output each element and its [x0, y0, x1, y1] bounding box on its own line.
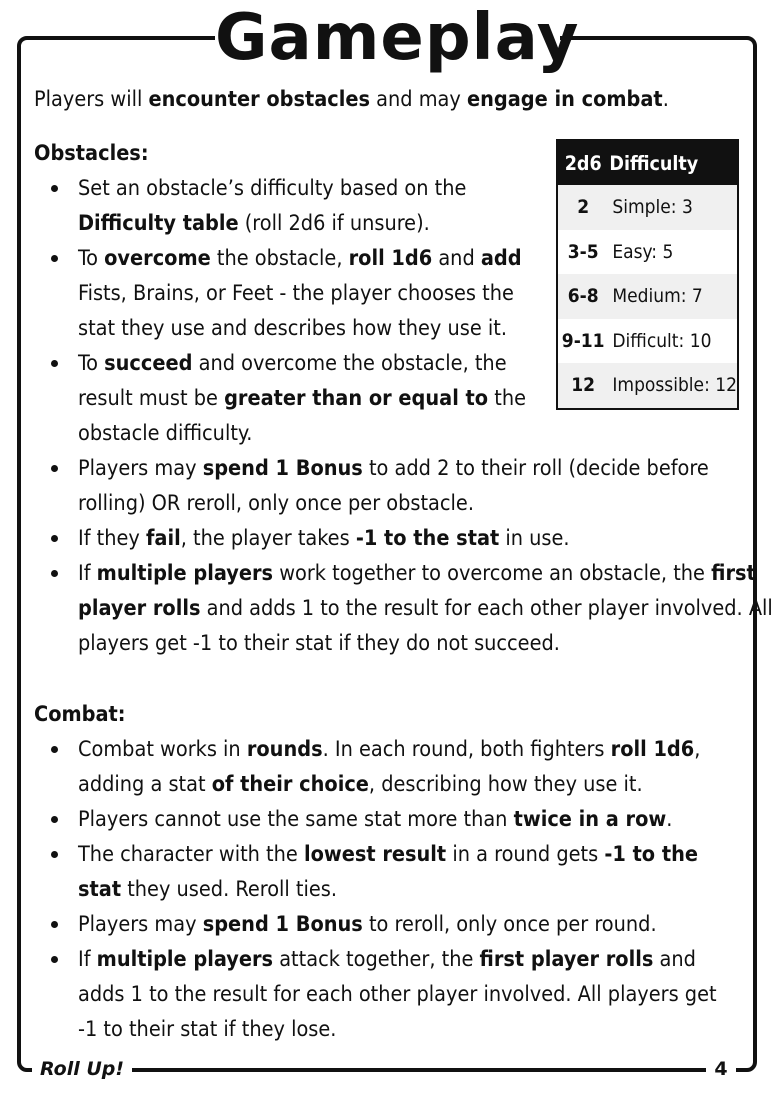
table-row — [557, 319, 738, 364]
combat-heading: Combat: — [34, 702, 126, 727]
table-cell-roll: 2 — [557, 185, 608, 230]
table-cell-roll: 12 — [557, 363, 608, 409]
table-cell-roll: 6-8 — [557, 274, 608, 319]
table-cell-difficulty: Difficult: 10 — [612, 329, 712, 352]
table-row — [557, 274, 738, 319]
table-header-difficulty: Difficulty — [608, 140, 738, 185]
table-cell-difficulty: Easy: 5 — [612, 240, 674, 263]
page-number: 4 — [706, 1058, 736, 1080]
list-item: To succeed and overcome the obstacle, the result must be greater than or equal to the obstacle difficulty. — [34, 346, 549, 451]
table-header-row — [557, 140, 738, 185]
table-cell-roll: 9-11 — [561, 329, 605, 352]
list-item: If multiple players attack together, the first player rolls and adds 1 to the result for each other player involved. All players get -1 to their stat if they lose. — [34, 942, 732, 1047]
list-item: Players may spend 1 Bonus to add 2 to their roll (decide before rolling) OR reroll, only once per obstacle. — [34, 451, 775, 521]
list-item: If multiple players work together to overcome an obstacle, the first player rolls and adds 1 to the result for each other player involved. All players get -1 to their stat if they do not succeed. — [34, 556, 775, 661]
table-row — [557, 230, 738, 275]
difficulty-table — [556, 139, 739, 410]
combat-list — [34, 732, 732, 1047]
intro-text: Players will encounter obstacles and may engage in combat. — [34, 87, 669, 112]
list-item: Combat works in rounds. In each round, both fighters roll 1d6, adding a stat of their choice, describing how they use it. — [34, 732, 732, 802]
table-row — [557, 185, 738, 230]
list-item: Players may spend 1 Bonus to reroll, only once per round. — [34, 907, 732, 942]
table-cell-difficulty: Impossible: 12 — [608, 363, 738, 409]
table-cell-difficulty: Simple: 3 — [608, 185, 738, 230]
list-item: Players cannot use the same stat more than twice in a row. — [34, 802, 732, 837]
list-item: If they fail, the player takes -1 to the stat in use. — [34, 521, 775, 556]
table-cell-difficulty: Medium: 7 — [608, 274, 738, 319]
list-item: Set an obstacle’s difficulty based on the Difficulty table (roll 2d6 if unsure). — [34, 171, 549, 241]
table-cell-roll: 3-5 — [567, 240, 599, 263]
table-row — [557, 363, 738, 409]
list-item: To overcome the obstacle, roll 1d6 and add Fists, Brains, or Feet - the player chooses the stat they use and describes how they use it. — [34, 241, 549, 346]
footer-brand: Roll Up! — [32, 1058, 132, 1080]
list-item: The character with the lowest result in a round gets -1 to the stat they used. Reroll ties. — [34, 837, 732, 907]
page-title: Gameplay — [215, 0, 560, 78]
table-header-roll: 2d6 — [557, 140, 608, 185]
obstacles-heading: Obstacles: — [34, 141, 149, 166]
